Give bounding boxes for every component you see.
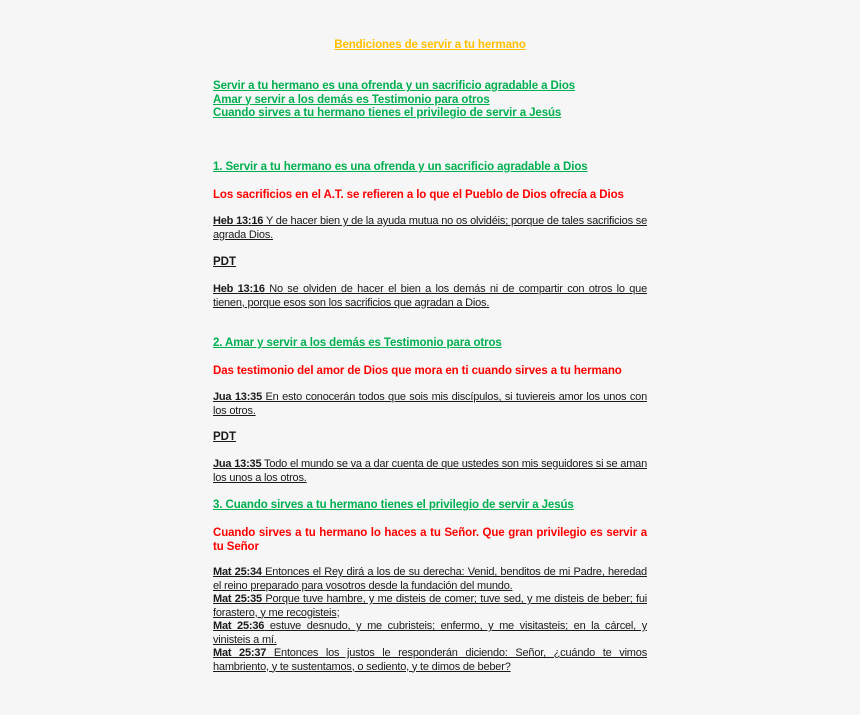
section-1-verse-1	[213, 215, 647, 242]
section-2-verse-1	[213, 391, 647, 418]
document-title: Bendiciones de servir a tu hermano	[334, 39, 526, 51]
section-3-verse-4	[213, 647, 647, 674]
verse-reference: Heb 13:16	[213, 215, 264, 227]
verse-text: Porque tuve hambre, y me disteis de comer; tuve sed, y me disteis de beber; fui forastero, y me recogisteis;	[213, 593, 647, 619]
section-3-heading: 3. Cuando sirves a tu hermano tienes el privilegio de servir a Jesús	[213, 499, 574, 511]
section-1-heading: 1. Servir a tu hermano es una ofrenda y un sacrificio agradable a Dios	[213, 161, 588, 173]
section-3-subheading: Cuando sirves a tu hermano lo haces a tu Señor. Que gran privilegio es servir a tu Señor	[213, 527, 647, 553]
section-3-verse-1	[213, 566, 647, 593]
section-2-version-label: PDT	[213, 431, 236, 443]
section-2-verse-2	[213, 458, 647, 485]
verse-text: Todo el mundo se va a dar cuenta de que ustedes son mis seguidores si se aman los unos a los otros.	[213, 458, 647, 484]
toc-item-1[interactable]: Servir a tu hermano es una ofrenda y un sacrificio agradable a Dios	[213, 80, 576, 92]
verse-reference: Mat 25:34	[213, 566, 262, 578]
verse-reference: Mat 25:35	[213, 593, 262, 605]
verse-text: Y de hacer bien y de la ayuda mutua no os olvidéis; porque de tales sacrificios se agrada Dios.	[213, 215, 648, 241]
verse-reference: Jua 13:35	[213, 391, 262, 403]
verse-text: Entonces los justos le responderán diciendo: Señor, ¿cuándo te vimos hambriento, y te sustentamos, o sediento, y te dimos de beber?	[213, 647, 647, 673]
verse-text: estuve desnudo, y me cubristeis; enfermo, y me visitasteis; en la cárcel, y vinisteis a mí.	[213, 620, 647, 646]
verse-reference: Mat 25:37	[213, 647, 267, 659]
section-2-subheading: Das testimonio del amor de Dios que mora en ti cuando sirves a tu hermano	[213, 365, 622, 377]
section-3-verses	[213, 566, 647, 674]
section-1-verse-2	[213, 283, 647, 310]
verse-reference: Jua 13:35	[213, 458, 262, 470]
table-of-contents	[213, 80, 647, 121]
section-2-heading: 2. Amar y servir a los demás es Testimonio para otros	[213, 337, 502, 349]
section-3-verse-3	[213, 620, 647, 647]
toc-item-3[interactable]: Cuando sirves a tu hermano tienes el privilegio de servir a Jesús	[213, 107, 562, 119]
section-1-version-label: PDT	[213, 256, 236, 268]
verse-reference: Mat 25:36	[213, 620, 265, 632]
section-1-subheading: Los sacrificios en el A.T. se refieren a lo que el Pueblo de Dios ofrecía a Dios	[213, 189, 624, 201]
verse-text: No se olviden de hacer el bien a los demás ni de compartir con otros lo que tienen, porque esos son los sacrificios que agradan a Dios.	[213, 283, 648, 309]
toc-item-2[interactable]: Amar y servir a los demás es Testimonio para otros	[213, 93, 490, 106]
verse-text: En esto conocerán todos que sois mis discípulos, si tuviereis amor los unos con los otros.	[213, 391, 647, 417]
verse-reference: Heb 13:16	[213, 283, 265, 295]
verse-text: Entonces el Rey dirá a los de su derecha: Venid, benditos de mi Padre, heredad el reino preparado para vosotros desde la fundación del mundo.	[213, 566, 647, 592]
section-3-verse-2	[213, 593, 647, 620]
